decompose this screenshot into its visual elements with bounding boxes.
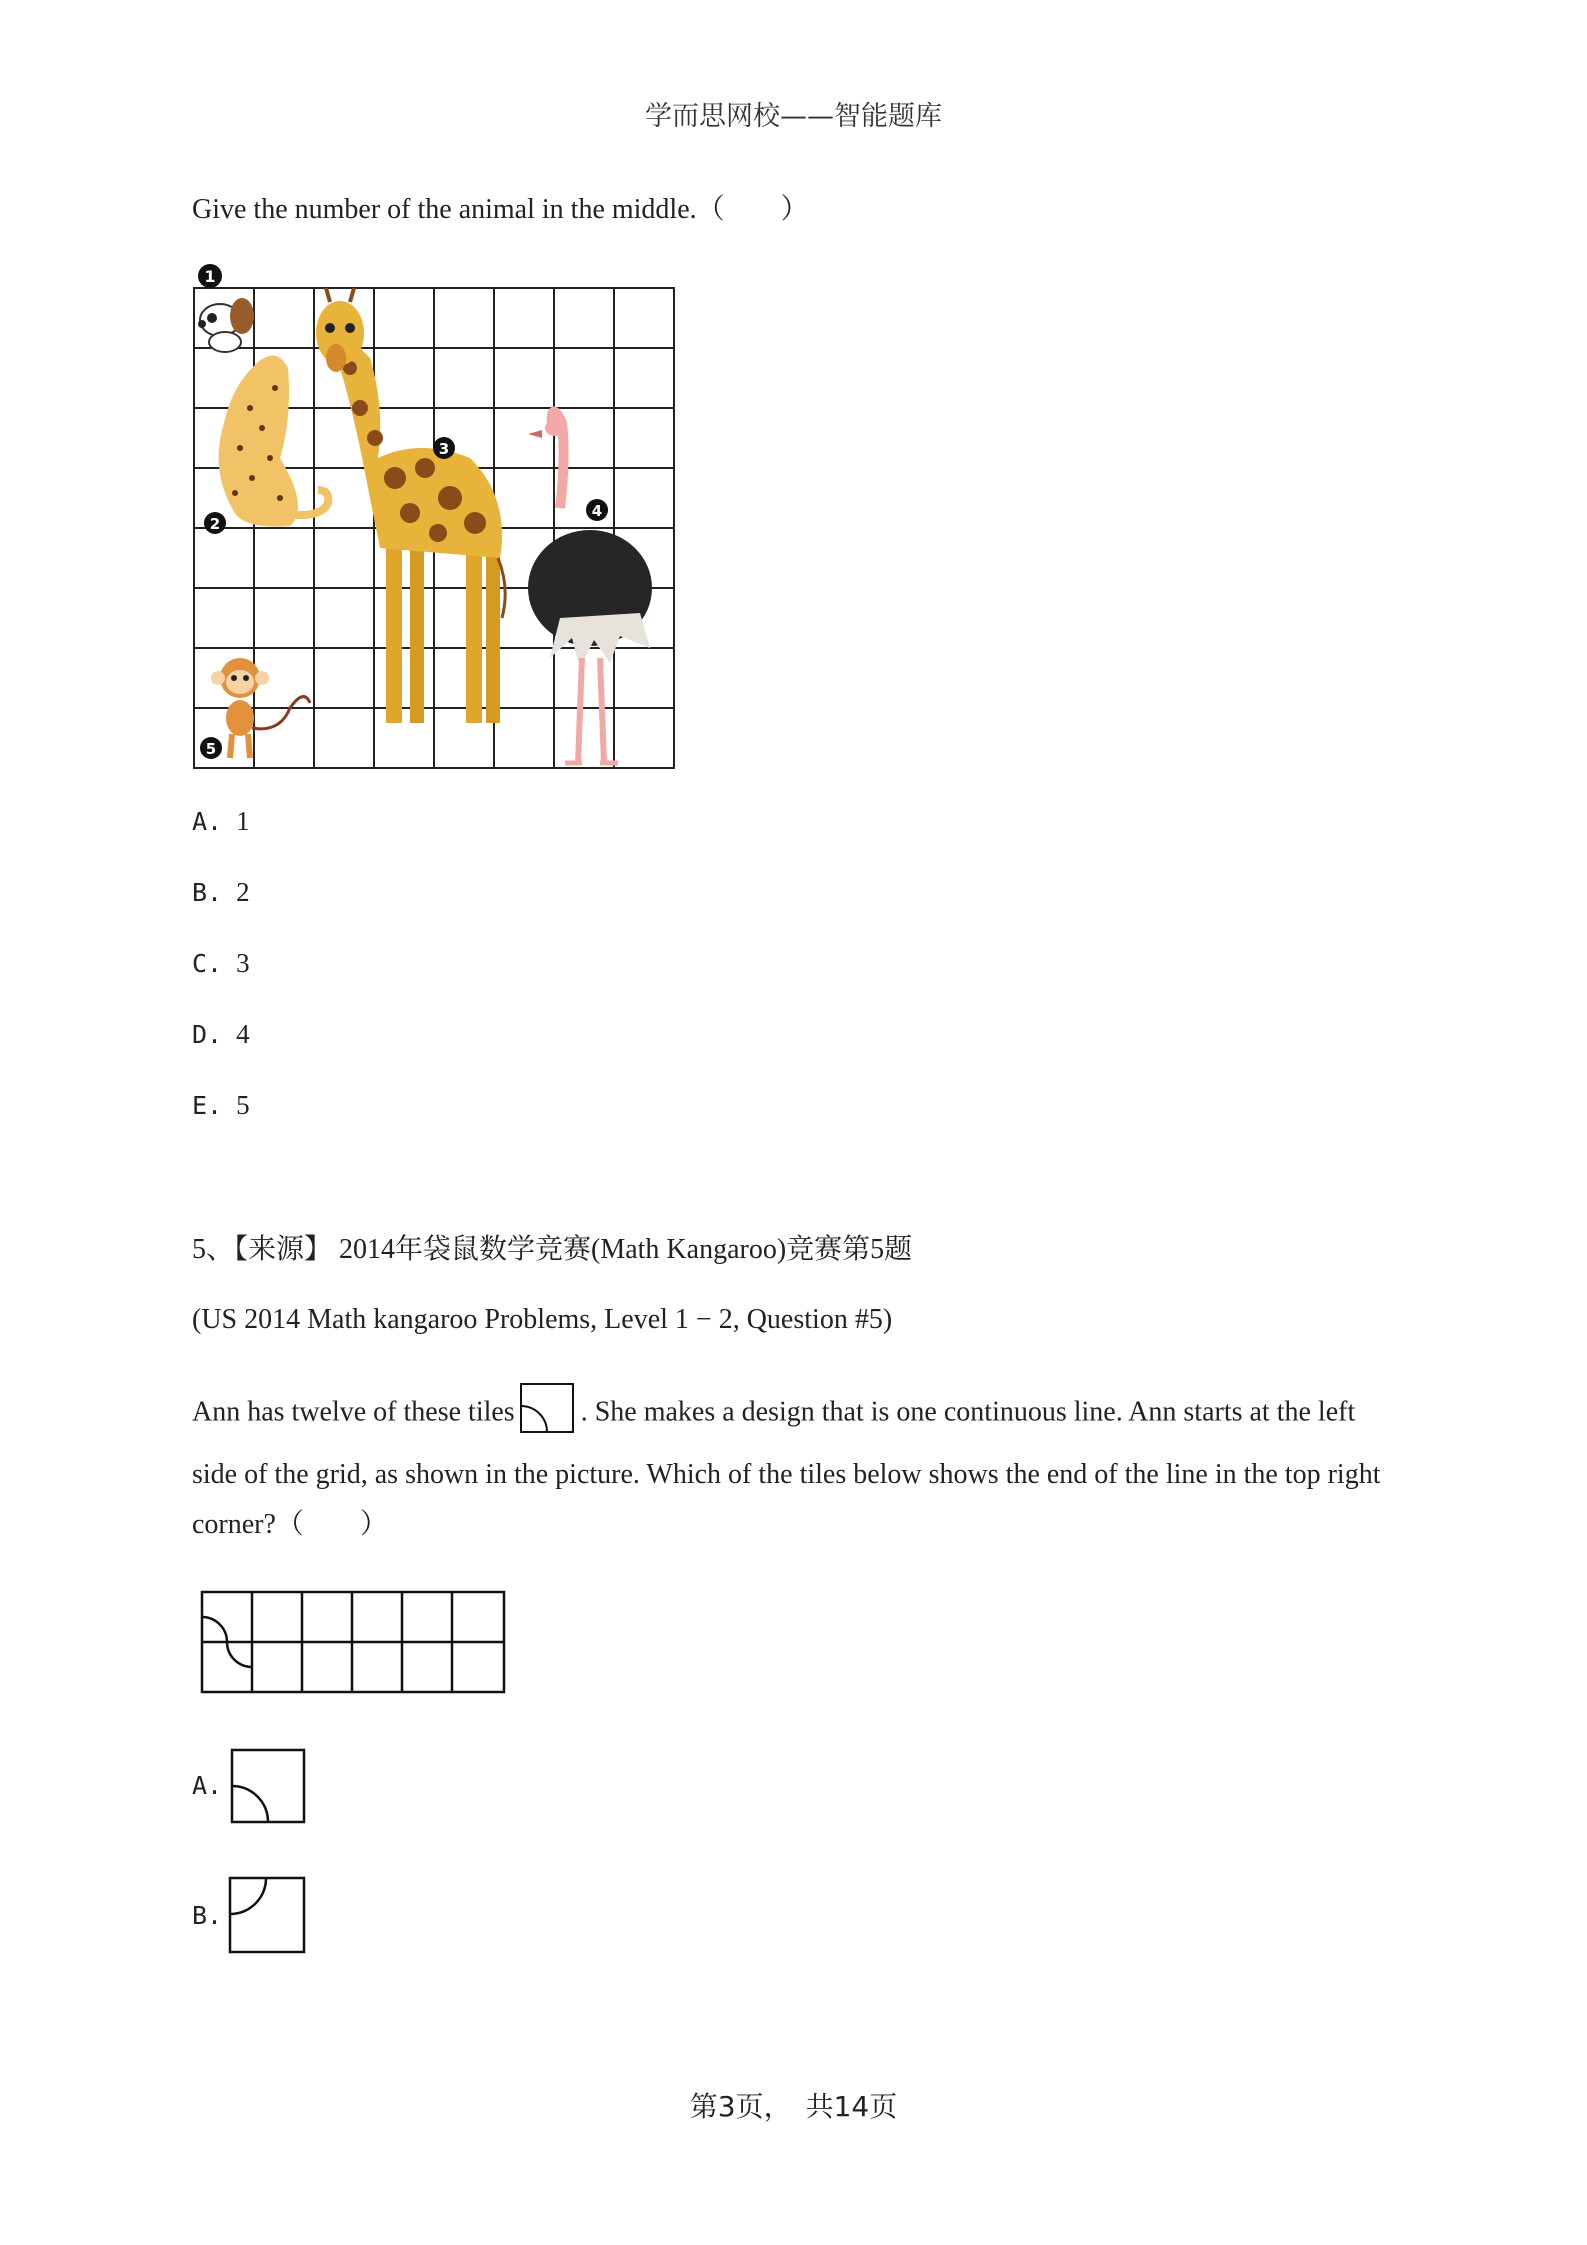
q4-option-a[interactable]: A. 1 [192, 806, 250, 836]
start-arc-2 [227, 1642, 252, 1667]
q5-option-a-tile-icon[interactable] [230, 1748, 306, 1824]
question-5-source: 5、【来源】 2014年袋鼠数学竞赛(Math Kangaroo)竞赛第5题 [192, 1234, 913, 1265]
marker-1 [198, 264, 222, 288]
q4-option-d[interactable]: D. 4 [192, 1019, 250, 1049]
question-5-stem-line2: side of the grid, as shown in the picture. Which of the tiles below shows the end of the line in the top right [192, 1459, 1381, 1490]
dog-icon [198, 298, 254, 352]
cheetah-icon [219, 356, 329, 527]
page-footer: 第3页， 共14页 [689, 2090, 898, 2123]
ostrich-icon [528, 412, 652, 763]
question-5-stem-line3: corner?（ ） [192, 1509, 388, 1540]
marker-2 [204, 512, 226, 534]
tile-grid-figure [200, 1590, 510, 1696]
svg-text:5: 5 [205, 740, 217, 758]
start-arc [202, 1617, 227, 1642]
q4-option-e[interactable]: E. 5 [192, 1090, 250, 1120]
page-header: 学而思网校——智能题库 [645, 101, 942, 132]
giraffe-icon [316, 288, 505, 723]
tile-inline-icon [519, 1382, 575, 1446]
svg-text:3: 3 [438, 440, 450, 458]
animal-grid-figure [180, 258, 680, 778]
q4-option-b[interactable]: B. 2 [192, 877, 250, 907]
question-5-source-en: (US 2014 Math kangaroo Problems, Level 1 − 2, Question #5) [192, 1304, 893, 1335]
q4-option-c[interactable]: C. 3 [192, 948, 250, 978]
q5-option-a[interactable]: A. [192, 1771, 223, 1800]
svg-text:4: 4 [591, 502, 603, 520]
marker-4 [586, 499, 608, 521]
question-4-stem: Give the number of the animal in the middle.（ ） [192, 194, 809, 225]
question-5-stem-line1: Ann has twelve of these tiles . She makes a design that is one continuous line. Ann starts at the left [192, 1382, 1355, 1446]
marker-5 [200, 737, 222, 759]
svg-text:2: 2 [209, 515, 221, 533]
svg-text:1: 1 [204, 267, 216, 286]
marker-3 [433, 437, 455, 459]
q5-option-b[interactable]: B. [192, 1901, 223, 1930]
q5-option-b-tile-icon[interactable] [228, 1876, 306, 1954]
